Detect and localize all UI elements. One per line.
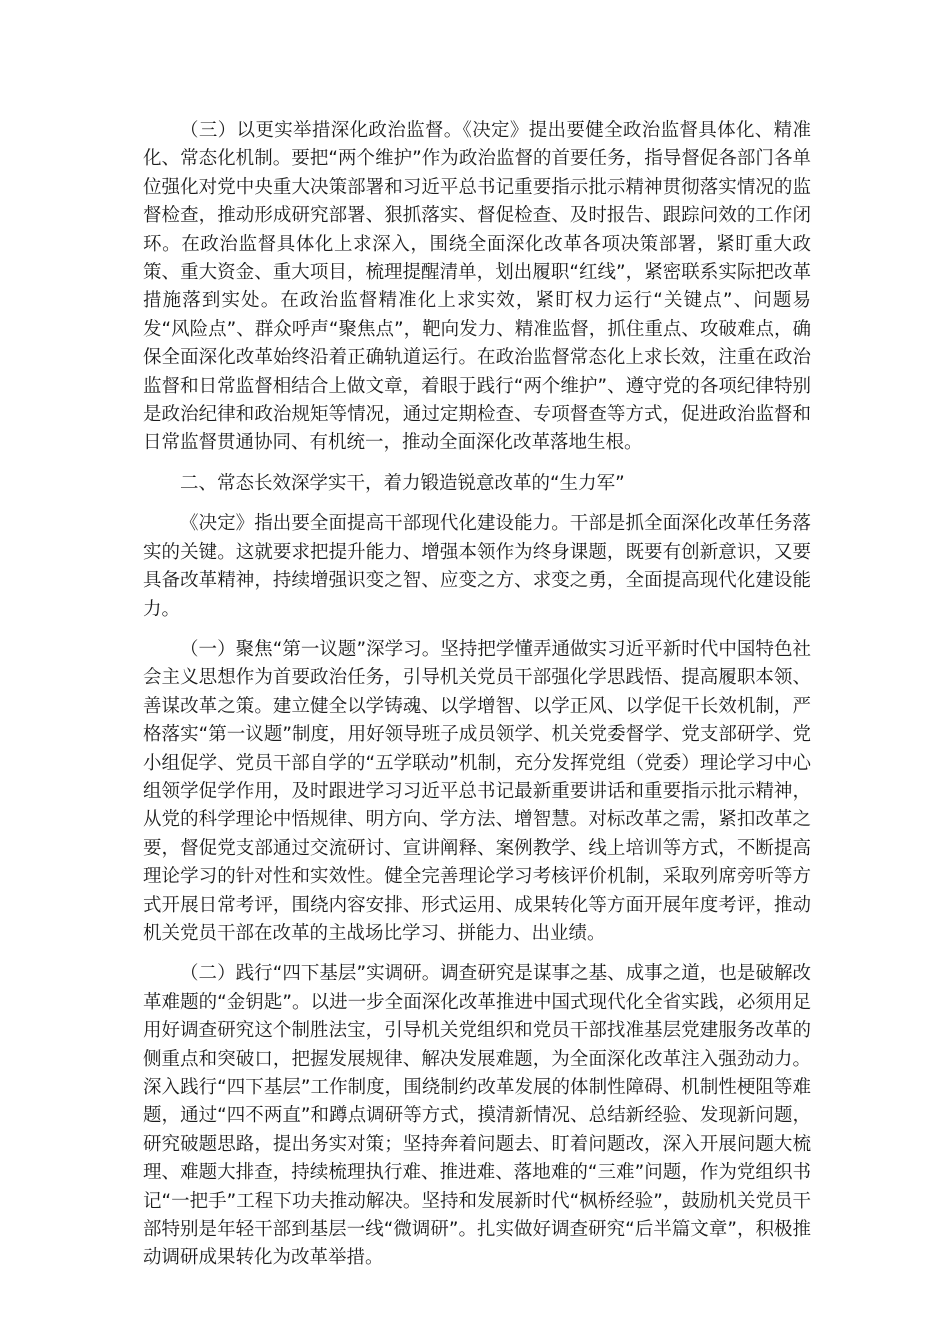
section-heading-two: 二、常态长效深学实干，着力锻造锐意改革的“生力军”: [180, 472, 625, 494]
paragraph-cadre-capability: 《决定》指出要全面提高干部现代化建设能力。干部是抓全面深化改革任务落实的关键。这就要求把提升能力、增强本领作为终身课题，既要有创新意识，又要具备改革精神，持续增强识变之智、应变之方、求变之勇，全面提高现代化建设能力。: [143, 513, 811, 620]
paragraph-grassroots-research: （二）践行“四下基层”实调研。调查研究是谋事之基、成事之道，也是破解改革难题的“金钥匙”。以进一步全面深化改革推进中国式现代化全省实践，必须用足用好调查研究这个制胜法宝，引导机关党组织和党员干部找准基层党建服务改革的侧重点和突破口，把握发展规律、解决发展难题，为全面深化改革注入强劲动力。深入践行“四下基层”工作制度，围绕制约改革发展的体制性障碍、机制性梗阻等难题，通过“四不两直”和蹲点调研等方式，摸清新情况、总结新经验、发现新问题，研究破题思路，提出务实对策；坚持奔着问题去、盯着问题改，深入开展问题大梳理、难题大排查，持续梳理执行难、推进难、落地难的“三难”问题，作为党组织书记“一把手”工程下功夫推动解决。坚持和发展新时代“枫桥经验”，鼓励机关党员干部特别是年轻干部到基层一线“微调研”。扎实做好调查研究“后半篇文章”，积极推动调研成果转化为改革举措。: [143, 963, 811, 1269]
paragraph-political-supervision: （三）以更实举措深化政治监督。《决定》提出要健全政治监督具体化、精准化、常态化机制。要把“两个维护”作为政治监督的首要任务，指导督促各部门各单位强化对党中央重大决策部署和习近平总书记重要指示批示精神贯彻落实情况的监督检查，推动形成研究部署、狠抓落实、督促检查、及时报告、跟踪问效的工作闭环。在政治监督具体化上求深入，围绕全面深化改革各项决策部署，紧盯重大政策、重大资金、重大项目，梳理提醒清单，划出履职“红线”，紧密联系实际把改革措施落到实处。在政治监督精准化上求实效，紧盯权力运行“关键点”、问题易发“风险点”、群众呼声“聚焦点”，靶向发力、精准监督，抓住重点、攻破难点，确保全面深化改革始终沿着正确轨道运行。在政治监督常态化上求长效，注重在政治监督和日常监督相结合上做文章，着眼于践行“两个维护”、遵守党的各项纪律特别是政治纪律和政治规矩等情况，通过定期检查、专项督查等方式，促进政治监督和日常监督贯通协同、有机统一，推动全面深化改革落地生根。: [143, 120, 811, 454]
paragraph-first-topic-study: （一）聚焦“第一议题”深学习。坚持把学懂弄通做实习近平新时代中国特色社会主义思想作为首要政治任务，引导机关党员干部强化学思践悟、提高履职本领、善谋改革之策。建立健全以学铸魂、以学增智、以学正风、以学促干长效机制，严格落实“第一议题”制度，用好领导班子成员领学、机关党委督学、党支部研学、党小组促学、党员干部自学的“五学联动”机制，充分发挥党组（党委）理论学习中心组领学促学作用，及时跟进学习习近平总书记最新重要讲话和重要指示批示精神，从党的科学理论中悟规律、明方向、学方法、增智慧。对标改革之需，紧扣改革之要，督促党支部通过交流研讨、宣讲阐释、案例教学、线上培训等方式，不断提高理论学习的针对性和实效性。健全完善理论学习考核评价机制，采取列席旁听等方式开展日常考评，围绕内容安排、形式运用、成果转化等方面开展年度考评，推动机关党员干部在改革的主战场比学习、拼能力、出业绩。: [143, 638, 811, 944]
document-page: [143, 117, 811, 1285]
